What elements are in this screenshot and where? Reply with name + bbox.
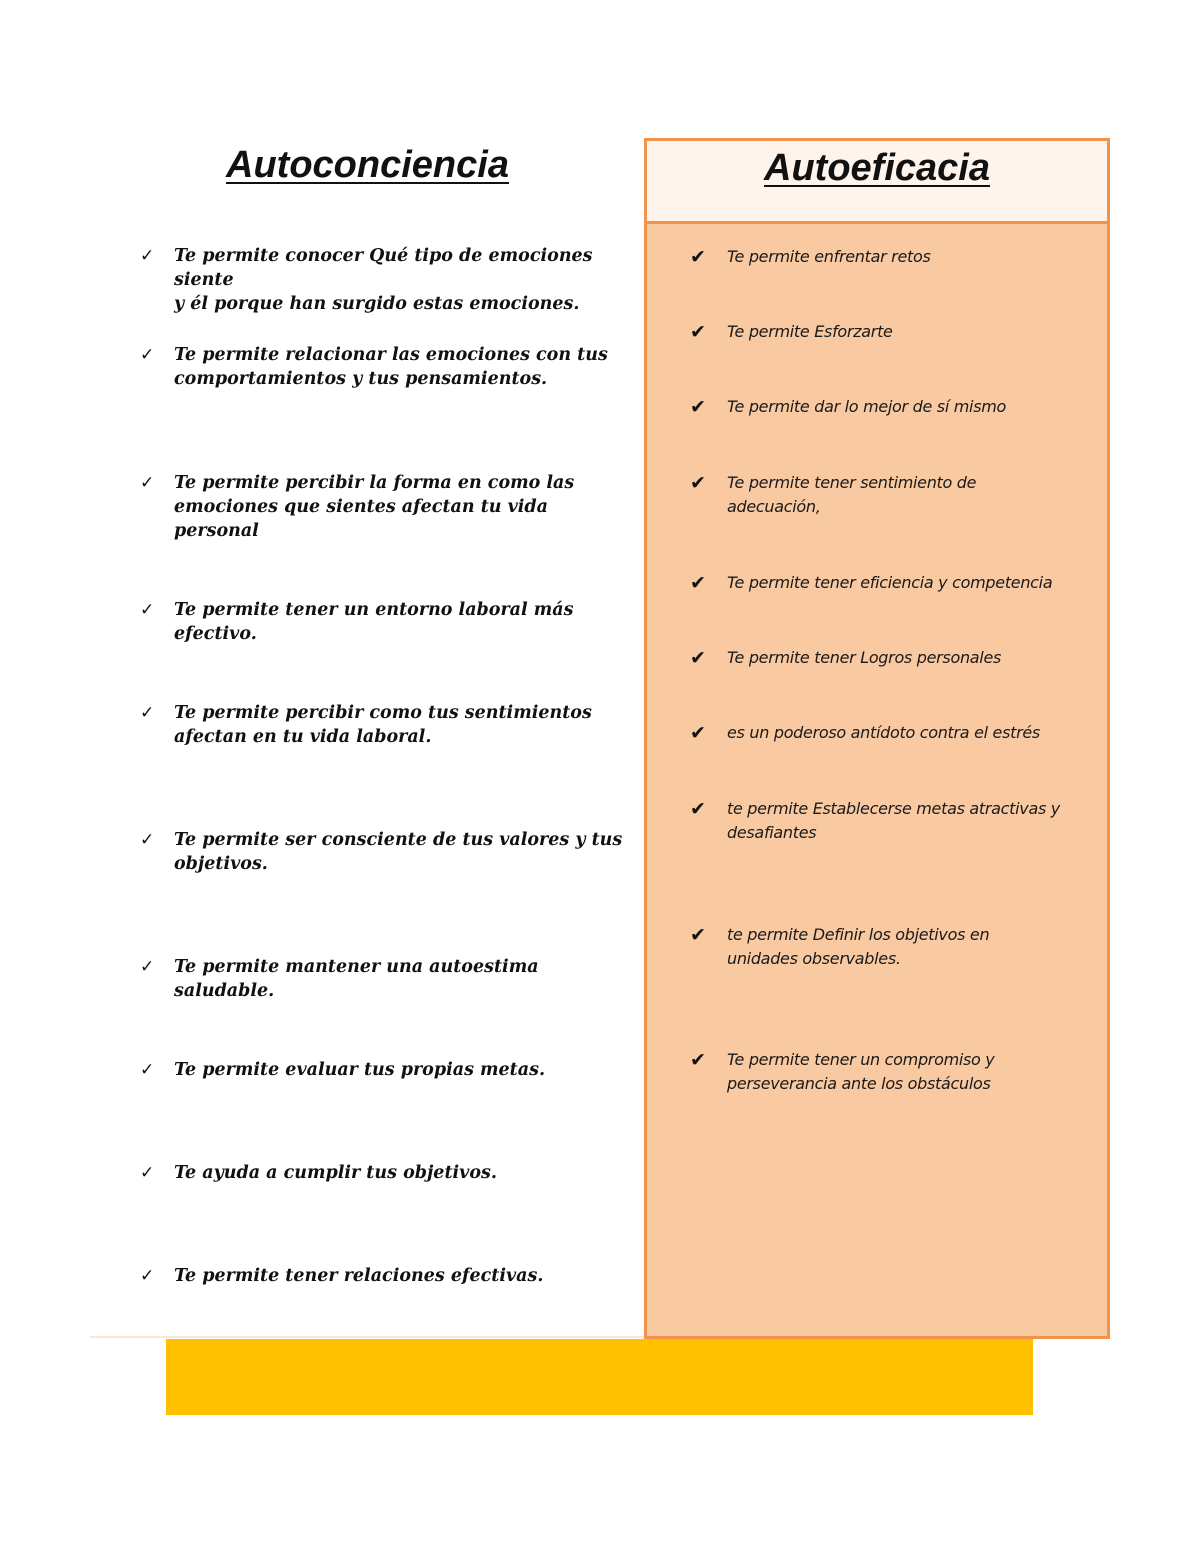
- autoeficacia-item-text: Te permite dar lo mejor de sí mismo: [727, 397, 1007, 416]
- autoconciencia-item: [140, 1161, 630, 1185]
- autoconciencia-item: [140, 828, 630, 876]
- autoconciencia-item-text: Te permite percibir como tus sentimientos afectan en tu vida laboral.: [174, 703, 592, 747]
- autoconciencia-item: [140, 244, 630, 316]
- autoeficacia-item-text: Te permite enfrentar retos: [727, 247, 931, 266]
- autoeficacia-item-text: es un poderoso antídoto contra el estrés: [727, 723, 1040, 742]
- autoconciencia-item-text: Te permite tener relaciones efectivas.: [174, 1266, 544, 1286]
- autoconciencia-item-text: Te permite conocer Qué tipo de emociones siente y él porque han surgido estas emociones.: [174, 246, 593, 314]
- autoeficacia-item: [690, 646, 1100, 670]
- autoeficacia-item-text: Te permite tener Logros personales: [727, 648, 1002, 667]
- checkmark-icon: ✓: [140, 473, 155, 493]
- checkmark-icon: ✔: [690, 396, 706, 418]
- autoeficacia-item: [690, 1048, 1100, 1096]
- autoeficacia-item: [690, 797, 1100, 845]
- autoeficacia-item-text: te permite Definir los objetivos en unidades observables.: [727, 925, 990, 968]
- autoconciencia-item-text: Te permite ser consciente de tus valores y tus objetivos.: [174, 830, 623, 874]
- autoeficacia-item: [690, 471, 1100, 519]
- autoconciencia-item-text: Te permite relacionar las emociones con tus comportamientos y tus pensamientos.: [174, 345, 608, 389]
- autoconciencia-item-text: Te permite mantener una autoestima saludable.: [174, 957, 539, 1001]
- footer-bar: [166, 1339, 1033, 1415]
- checkmark-icon: ✓: [140, 246, 155, 266]
- autoconciencia-item-text: Te permite evaluar tus propias metas.: [174, 1060, 546, 1080]
- autoeficacia-item: [690, 245, 1100, 269]
- autoconciencia-item: [140, 598, 630, 646]
- autoeficacia-item-text: Te permite tener eficiencia y competencia: [727, 573, 1053, 592]
- autoconciencia-item: [140, 701, 630, 749]
- checkmark-icon: ✔: [690, 246, 706, 268]
- checkmark-icon: ✔: [690, 1049, 706, 1071]
- checkmark-icon: ✓: [140, 957, 155, 977]
- autoeficacia-item-text: te permite Establecerse metas atractivas y desafiantes: [727, 799, 1060, 842]
- autoconciencia-item: [140, 1058, 630, 1082]
- autoeficacia-item-text: Te permite Esforzarte: [727, 322, 893, 341]
- checkmark-icon: ✓: [140, 1163, 155, 1183]
- autoconciencia-item: [140, 471, 630, 543]
- autoeficacia-header: [647, 141, 1107, 224]
- checkmark-icon: ✓: [140, 600, 155, 620]
- checkmark-icon: ✓: [140, 1266, 155, 1286]
- autoeficacia-item: [690, 395, 1100, 419]
- autoconciencia-title: Autoconciencia: [226, 144, 509, 186]
- autoconciencia-item-text: Te permite percibir la forma en como las emociones que sientes afectan tu vida personal: [174, 473, 575, 541]
- autoeficacia-item: [690, 320, 1100, 344]
- checkmark-icon: ✔: [690, 647, 706, 669]
- checkmark-icon: ✓: [140, 345, 155, 365]
- autoconciencia-item: [140, 343, 630, 391]
- divider: [90, 1336, 645, 1338]
- autoconciencia-item: [140, 1264, 630, 1288]
- checkmark-icon: ✓: [140, 1060, 155, 1080]
- checkmark-icon: ✔: [690, 572, 706, 594]
- checkmark-icon: ✓: [140, 830, 155, 850]
- checkmark-icon: ✓: [140, 703, 155, 723]
- autoeficacia-item-text: Te permite tener un compromiso y perseverancia ante los obstáculos: [727, 1050, 995, 1093]
- autoconciencia-item-text: Te permite tener un entorno laboral más efectivo.: [174, 600, 574, 644]
- checkmark-icon: ✔: [690, 321, 706, 343]
- checkmark-icon: ✔: [690, 472, 706, 494]
- autoconciencia-item-text: Te ayuda a cumplir tus objetivos.: [174, 1163, 497, 1183]
- checkmark-icon: ✔: [690, 924, 706, 946]
- autoeficacia-item: [690, 571, 1100, 595]
- autoeficacia-item: [690, 923, 1100, 971]
- autoeficacia-item-text: Te permite tener sentimiento de adecuación,: [727, 473, 977, 516]
- checkmark-icon: ✔: [690, 722, 706, 744]
- checkmark-icon: ✔: [690, 798, 706, 820]
- autoeficacia-title: Autoeficacia: [764, 147, 990, 189]
- autoeficacia-item: [690, 721, 1100, 745]
- autoconciencia-item: [140, 955, 630, 1003]
